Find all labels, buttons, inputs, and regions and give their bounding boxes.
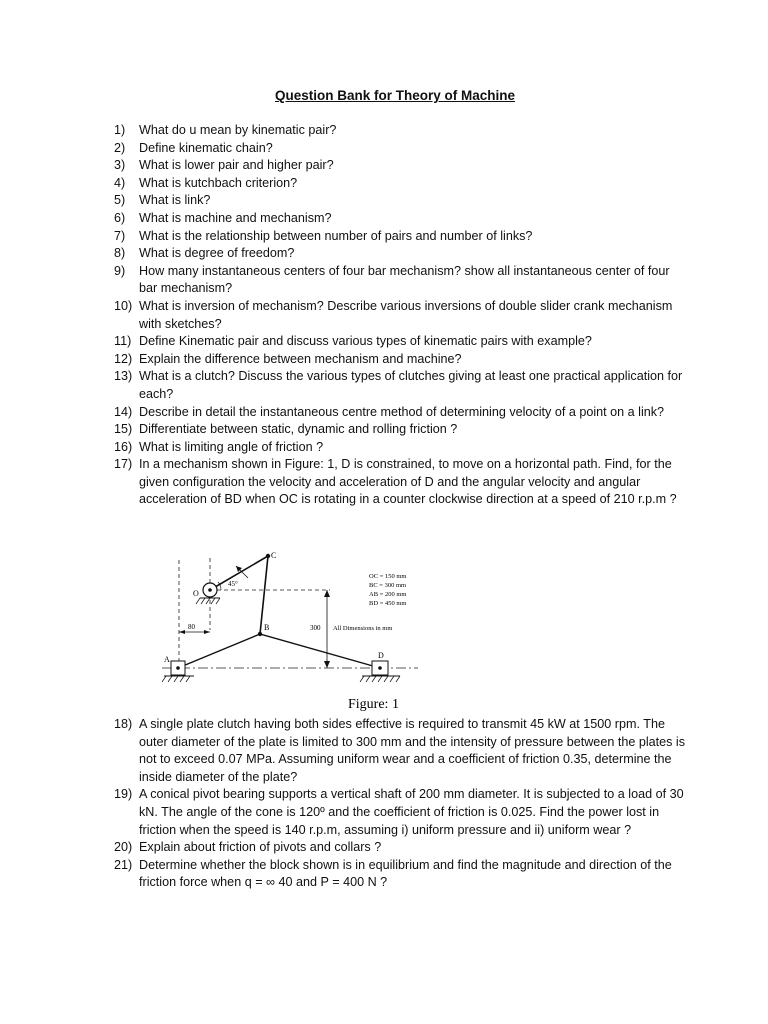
question-text: What is machine and mechanism? bbox=[139, 210, 332, 225]
crank-oc bbox=[210, 556, 268, 590]
question-item bbox=[114, 333, 689, 351]
question-number: 17) bbox=[114, 457, 133, 472]
pivot-o-hatch bbox=[196, 598, 220, 604]
question-text: What is lower pair and higher pair? bbox=[139, 158, 334, 173]
question-text: A single plate clutch having both sides effective is required to transmit 45 kW at 1500 rpm. The outer diameter of the plate is limited to 300 mm and the intensity of pressure between the plates is not to exceed 0.07 MPa. Assuming uniform wear and a coefficient of friction 0.35, determine the inside diameter of the plate? bbox=[139, 717, 686, 784]
question-number: 8) bbox=[114, 246, 126, 261]
question-list-continued bbox=[114, 716, 689, 892]
question-item bbox=[114, 157, 689, 175]
question-item bbox=[114, 439, 689, 457]
question-item bbox=[114, 421, 689, 439]
label-d: D bbox=[378, 651, 384, 660]
label-b: B bbox=[264, 623, 270, 632]
question-text: What is kutchbach criterion? bbox=[139, 175, 298, 190]
question-item bbox=[114, 786, 689, 839]
question-number: 2) bbox=[114, 140, 126, 155]
question-number: 9) bbox=[114, 263, 126, 278]
page-title: Question Bank for Theory of Machine bbox=[274, 88, 516, 103]
question-item bbox=[114, 404, 689, 422]
question-number: 15) bbox=[114, 422, 133, 437]
label-a: A bbox=[164, 655, 170, 664]
question-text: Define Kinematic pair and discuss various types of kinematic pairs with example? bbox=[139, 334, 592, 349]
label-angle: 45° bbox=[228, 580, 238, 588]
spec-ab: AB = 200 mm bbox=[369, 591, 407, 598]
question-item bbox=[114, 368, 689, 403]
question-item bbox=[114, 716, 689, 786]
spec-bd: BD = 450 mm bbox=[369, 600, 407, 607]
question-text: What is limiting angle of friction ? bbox=[139, 439, 324, 454]
question-number: 6) bbox=[114, 210, 126, 225]
question-text: What is inversion of mechanism? Describe various inversions of double slider crank mechanism with sketches? bbox=[139, 298, 673, 331]
question-item bbox=[114, 210, 689, 228]
question-item bbox=[114, 122, 689, 140]
question-text: Describe in detail the instantaneous centre method of determining velocity of a point on a link? bbox=[139, 404, 665, 419]
question-item bbox=[114, 456, 689, 509]
question-number: 11) bbox=[114, 334, 132, 349]
question-number: 16) bbox=[114, 439, 133, 454]
question-number: 19) bbox=[114, 787, 133, 802]
question-text: Explain about friction of pivots and collars ? bbox=[139, 840, 382, 855]
question-list bbox=[114, 122, 689, 509]
dimension-300-arrow-bottom bbox=[324, 661, 330, 668]
joint-c bbox=[266, 554, 270, 558]
question-number: 7) bbox=[114, 228, 126, 243]
question-item bbox=[114, 263, 689, 298]
joint-a bbox=[176, 666, 180, 670]
label-c: C bbox=[271, 551, 277, 560]
question-number: 5) bbox=[114, 193, 126, 208]
question-text: What is the relationship between number of pairs and number of links? bbox=[139, 228, 533, 243]
question-text: What is a clutch? Discuss the various types of clutches giving at least one practical application for each? bbox=[139, 369, 683, 401]
question-number: 14) bbox=[114, 404, 133, 419]
question-number: 10) bbox=[114, 298, 133, 313]
label-dim-80: 80 bbox=[188, 623, 195, 631]
label-o: O bbox=[193, 589, 199, 598]
question-text: Differentiate between static, dynamic and rolling friction ? bbox=[139, 422, 458, 437]
question-item bbox=[114, 140, 689, 158]
question-text: Determine whether the block shown is in equilibrium and find the magnitude and direction of the friction force when q = ∞ 40 and P = 400 N ? bbox=[139, 857, 672, 890]
question-number: 3) bbox=[114, 158, 126, 173]
spec-bc: BC = 300 mm bbox=[369, 582, 407, 589]
question-number: 1) bbox=[114, 123, 126, 137]
mechanism-figure bbox=[150, 550, 430, 715]
question-item bbox=[114, 351, 689, 369]
question-number: 20) bbox=[114, 840, 133, 855]
slider-a-hatch bbox=[162, 676, 190, 682]
question-number: 13) bbox=[114, 369, 133, 384]
spec-oc: OC = 150 mm bbox=[369, 573, 407, 580]
question-number: 12) bbox=[114, 351, 133, 366]
joint-b bbox=[258, 632, 262, 636]
question-number: 21) bbox=[114, 857, 133, 872]
question-item bbox=[114, 839, 689, 857]
dimension-80-arrow-right bbox=[204, 630, 210, 634]
dimension-80-arrow-left bbox=[179, 630, 185, 634]
label-dim-300: 300 bbox=[310, 624, 321, 632]
label-dims-note: All Dimensions in mm bbox=[333, 625, 393, 632]
link-ab bbox=[178, 634, 260, 668]
question-text: What is degree of freedom? bbox=[139, 246, 295, 261]
pivot-o-center bbox=[208, 588, 212, 592]
figure-caption: Figure: 1 bbox=[348, 697, 399, 712]
question-number: 18) bbox=[114, 717, 133, 731]
question-item bbox=[114, 245, 689, 263]
question-item bbox=[114, 857, 689, 892]
question-number: 4) bbox=[114, 175, 126, 190]
slider-d-hatch bbox=[360, 676, 400, 682]
question-text: How many instantaneous centers of four bar mechanism? show all instantaneous center of four bar mechanism? bbox=[139, 263, 670, 296]
question-text: What do u mean by kinematic pair? bbox=[139, 123, 337, 137]
question-text: Define kinematic chain? bbox=[139, 140, 273, 155]
question-item bbox=[114, 298, 689, 333]
question-item bbox=[114, 175, 689, 193]
joint-d bbox=[378, 666, 382, 670]
question-item bbox=[114, 192, 689, 210]
mechanism-diagram bbox=[150, 550, 430, 715]
question-text: Explain the difference between mechanism and machine? bbox=[139, 351, 462, 366]
link-bd bbox=[260, 634, 380, 668]
question-item bbox=[114, 228, 689, 246]
question-text: A conical pivot bearing supports a vertical shaft of 200 mm diameter. It is subjected to a load of 30 kN. The angle of the cone is 120º and the coefficient of friction is 0.025. Find the power lost in friction when the speed is 140 r.p.m, assuming i) uniform pressure and ii) uniform wear ? bbox=[139, 787, 684, 837]
question-text: In a mechanism shown in Figure: 1, D is constrained, to move on a horizontal path. Find, for the given configuration the velocity and acceleration of D and the angular velocity and angular acceleration of BD when OC is rotating in a counter clockwise direction at a speed of 210 r.p.m ? bbox=[139, 457, 677, 507]
dimension-300-arrow-top bbox=[324, 590, 330, 597]
question-text: What is link? bbox=[139, 193, 211, 208]
